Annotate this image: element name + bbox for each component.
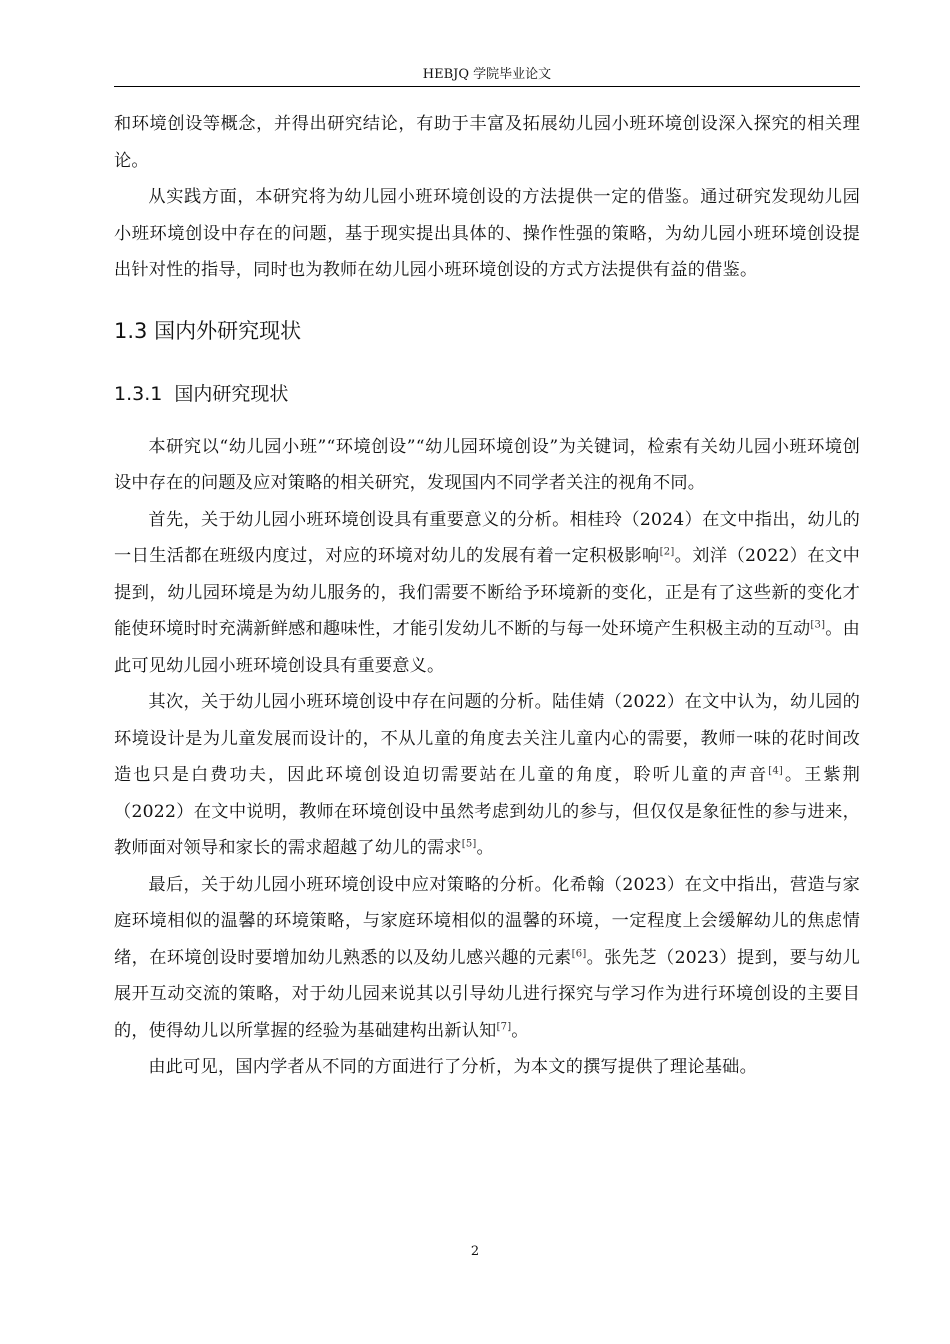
citation-7: [7] xyxy=(496,1020,512,1032)
paragraph-conclusion: 由此可见，国内学者从不同的方面进行了分析，为本文的撰写提供了理论基础。 xyxy=(148,1057,757,1077)
citation-3: [3] xyxy=(810,619,826,631)
citation-4: [4] xyxy=(768,765,784,777)
page-content xyxy=(114,106,860,1086)
subsection-heading xyxy=(114,367,860,421)
subsection-number: 1.3.1 xyxy=(114,382,163,405)
running-header: HEBJQ 学院毕业论文 xyxy=(422,67,552,82)
citation-6: [6] xyxy=(571,947,587,959)
section-heading: 1.3 国内外研究现状 xyxy=(114,318,302,343)
paragraph-significance: 首先，关于幼儿园小班环境创设具有重要意义的分析。相桂玲（2024）在文中指出，幼儿的一日生活都在班级内度过，对应的环境对幼儿的发展有着一定积极影响[2]。刘洋（2022）在文中提到，幼儿园环境是为幼儿服务的，我们需要不断给予环境新的变化，正是有了这些新的变化才能使环境时时充满新鲜感和趣味性，才能引发幼儿不断的与每一处环境产生积极主动的互动[3]。由此可见幼儿园小班环境创设具有重要意义。 xyxy=(114,509,860,676)
subsection-title: 国内研究现状 xyxy=(174,382,289,405)
paragraph-strategies: 最后，关于幼儿园小班环境创设中应对策略的分析。化希翰（2023）在文中指出，营造与家庭环境相似的温馨的环境策略，与家庭环境相似的温馨的环境，一定程度上会缓解幼儿的焦虑情绪，在环境创设时要增加幼儿熟悉的以及幼儿感兴趣的元素[6]。张先芝（2023）提到，要与幼儿展开互动交流的策略，对于幼儿园来说其以引导幼儿进行探究与学习作为进行环境创设的主要目的，使得幼儿以所掌握的经验为基础建构出新认知[7]。 xyxy=(114,874,860,1041)
citation-5: [5] xyxy=(461,838,477,850)
paragraph-practice-significance: 从实践方面，本研究将为幼儿园小班环境创设的方法提供一定的借鉴。通过研究发现幼儿园小班环境创设中存在的问题，基于现实提出具体的、操作性强的策略，为幼儿园小班环境创设提出针对性的指导，同时也为教师在幼儿园小班环境创设的方式方法提供有益的借鉴。 xyxy=(114,187,860,280)
citation-2: [2] xyxy=(659,546,675,558)
header-rule xyxy=(114,86,860,87)
paragraph-intro: 本研究以“幼儿园小班”“环境创设”“幼儿园环境创设”为关键词，检索有关幼儿园小班环境创设中存在的问题及应对策略的相关研究，发现国内不同学者关注的视角不同。 xyxy=(114,436,860,493)
page-number: 2 xyxy=(470,1244,480,1259)
paragraph-continuation: 和环境创设等概念，并得出研究结论，有助于丰富及拓展幼儿园小班环境创设深入探究的相关理论。 xyxy=(114,114,860,171)
paragraph-problems: 其次，关于幼儿园小班环境创设中存在问题的分析。陆佳婧（2022）在文中认为，幼儿园的环境设计是为儿童发展而设计的，不从儿童的角度去关注儿童内心的需要，教师一味的花时间改造也只是白费功夫，因此环境创设迫切需要站在儿童的角度，聆听儿童的声音[4]。王紫荆（2022）在文中说明，教师在环境创设中虽然考虑到幼儿的参与，但仅仅是象征性的参与进来，教师面对领导和家长的需求超越了幼儿的需求[5]。 xyxy=(114,692,860,858)
